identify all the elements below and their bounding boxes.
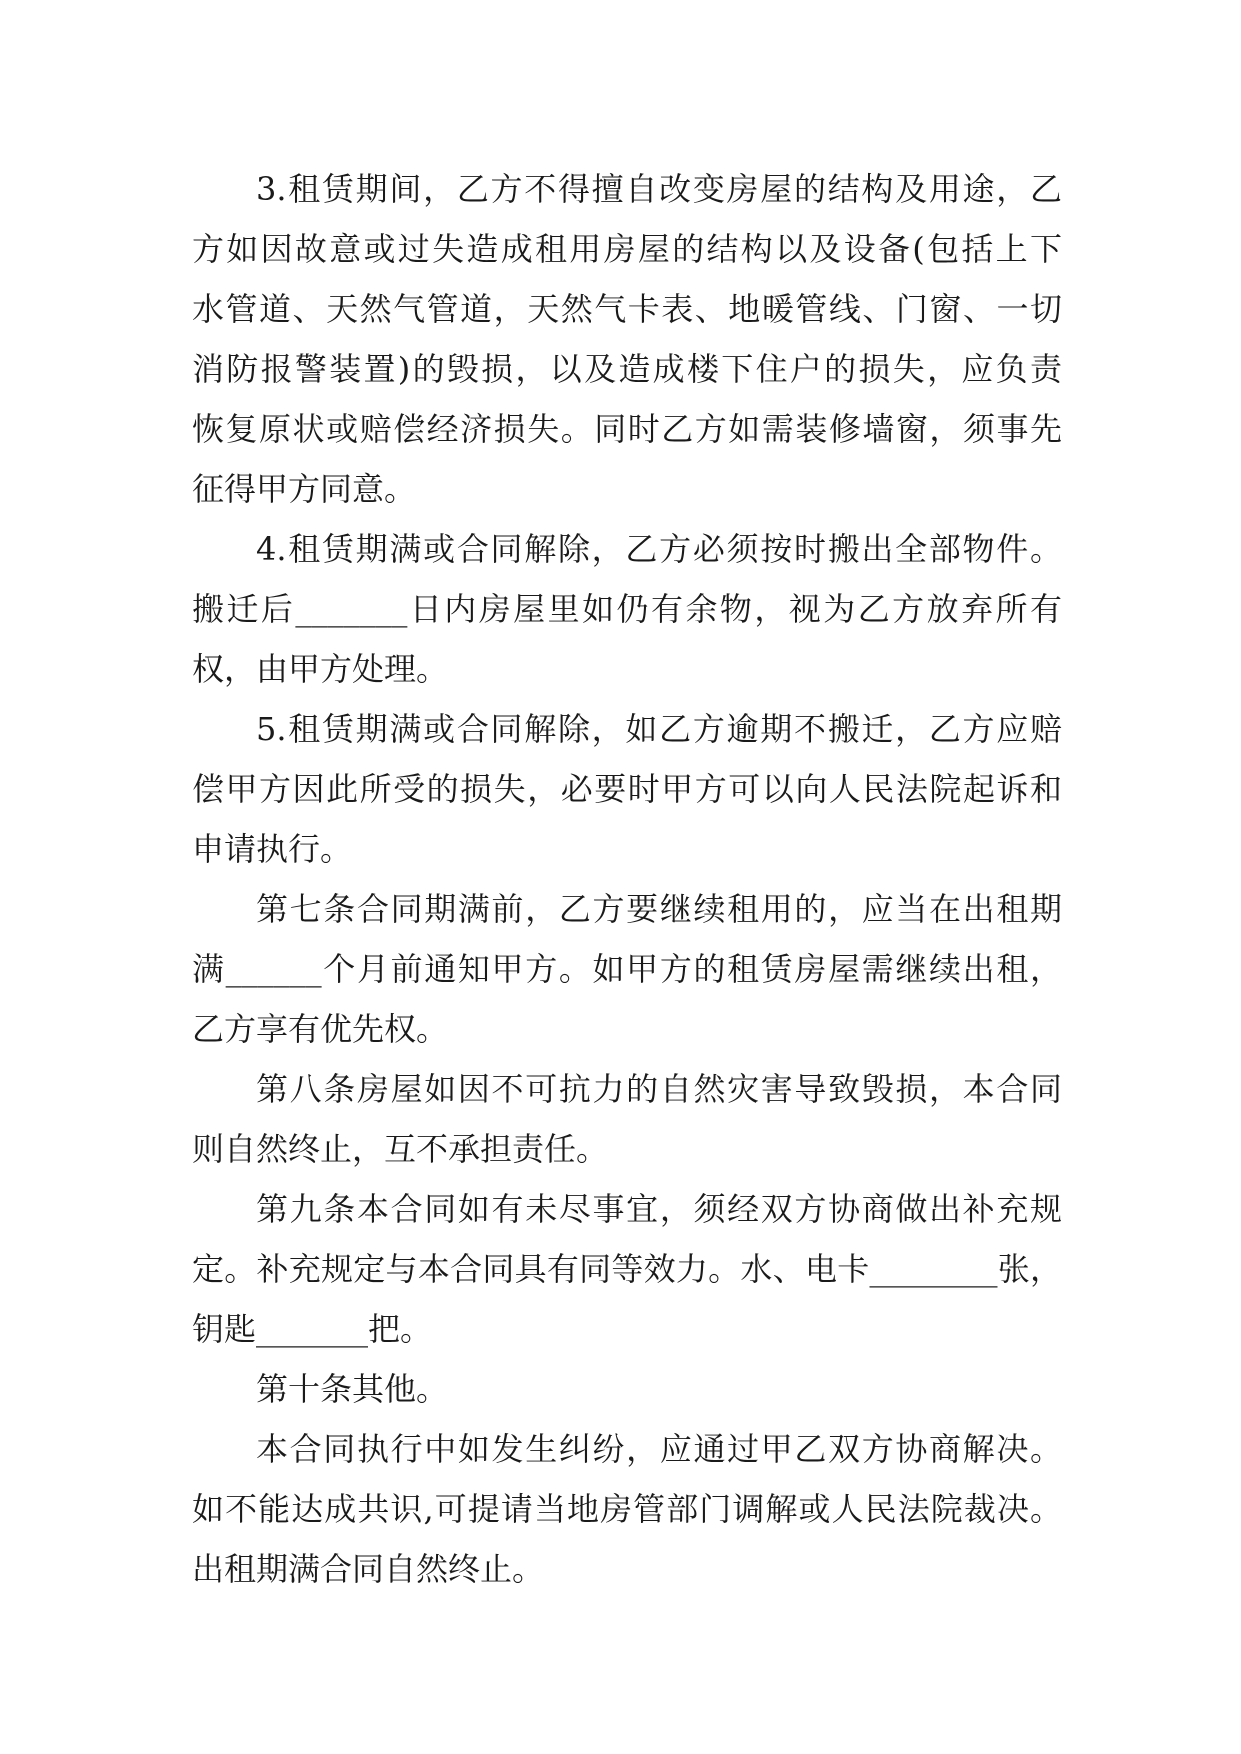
paragraph-article-9 bbox=[192, 1179, 1062, 1359]
paragraph-line: 第七条合同期满前，乙方要继续租用的，应当在出租期 bbox=[256, 890, 1062, 928]
paragraph-line: 偿甲方因此所受的损失，必要时甲方可以向人民法院起诉和 bbox=[192, 770, 1062, 808]
paragraph-clause-5 bbox=[192, 699, 1062, 879]
paragraph-line: 方如因故意或过失造成租用房屋的结构以及设备(包括上下 bbox=[192, 230, 1062, 268]
paragraph-dispute-resolution bbox=[192, 1419, 1062, 1599]
paragraph-line: 申请执行。 bbox=[192, 830, 353, 868]
paragraph-line: 定。补充规定与本合同具有同等效力。水、电卡________张， bbox=[192, 1250, 1062, 1288]
paragraph-line: 则自然终止，互不承担责任。 bbox=[192, 1130, 609, 1168]
paragraph-line: 4.租赁期满或合同解除，乙方必须按时搬出全部物件。 bbox=[256, 530, 1062, 568]
paragraph-article-10 bbox=[192, 1359, 1062, 1419]
paragraph-line: 权，由甲方处理。 bbox=[192, 650, 449, 688]
paragraph-line: 消防报警装置)的毁损，以及造成楼下住户的损失，应负责 bbox=[192, 350, 1062, 388]
paragraph-line: 3.租赁期间，乙方不得擅自改变房屋的结构及用途，乙 bbox=[256, 170, 1062, 208]
paragraph-line: 本合同执行中如发生纠纷，应通过甲乙双方协商解决。 bbox=[256, 1430, 1062, 1468]
paragraph-line: 搬迁后_______日内房屋里如仍有余物，视为乙方放弃所有 bbox=[192, 590, 1062, 628]
paragraph-clause-3 bbox=[192, 159, 1062, 519]
paragraph-line: 钥匙_______把。 bbox=[192, 1310, 433, 1348]
paragraph-line: 5.租赁期满或合同解除，如乙方逾期不搬迁，乙方应赔 bbox=[256, 710, 1062, 748]
paragraph-line: 恢复原状或赔偿经济损失。同时乙方如需装修墙窗，须事先 bbox=[192, 410, 1062, 448]
paragraph-line: 出租期满合同自然终止。 bbox=[192, 1550, 545, 1588]
document-body bbox=[192, 159, 1062, 1599]
paragraph-line: 乙方享有优先权。 bbox=[192, 1010, 449, 1048]
paragraph-line: 征得甲方同意。 bbox=[192, 470, 417, 508]
paragraph-article-8 bbox=[192, 1059, 1062, 1179]
paragraph-line: 水管道、天然气管道，天然气卡表、地暖管线、门窗、一切 bbox=[192, 290, 1062, 328]
paragraph-clause-4 bbox=[192, 519, 1062, 699]
paragraph-article-7 bbox=[192, 879, 1062, 1059]
paragraph-line: 如不能达成共识,可提请当地房管部门调解或人民法院裁决。 bbox=[192, 1490, 1062, 1528]
paragraph-line: 第九条本合同如有未尽事宜，须经双方协商做出补充规 bbox=[256, 1190, 1062, 1228]
paragraph-line: 第十条其他。 bbox=[256, 1370, 449, 1408]
paragraph-line: 满______个月前通知甲方。如甲方的租赁房屋需继续出租， bbox=[192, 950, 1062, 988]
paragraph-line: 第八条房屋如因不可抗力的自然灾害导致毁损，本合同 bbox=[256, 1070, 1062, 1108]
